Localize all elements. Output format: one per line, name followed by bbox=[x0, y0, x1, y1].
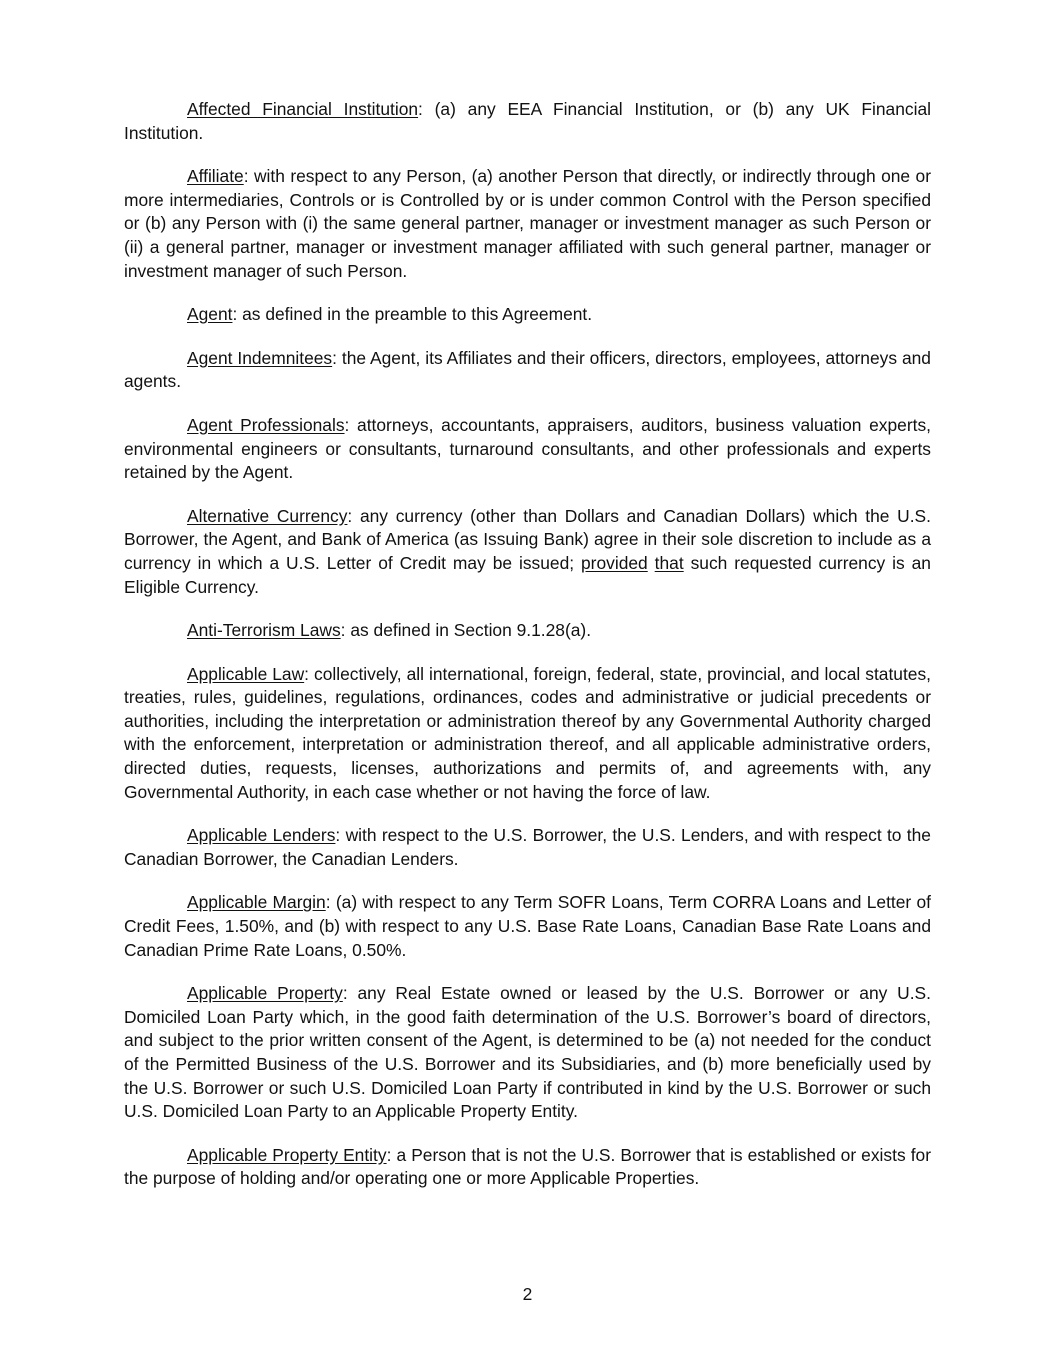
definition-anti-terrorism-laws bbox=[124, 619, 931, 643]
page-number: 2 bbox=[522, 1284, 533, 1304]
definition-alternative-currency bbox=[124, 505, 931, 599]
definition-applicable-property bbox=[124, 982, 931, 1124]
defined-term: Affected Financial Institution bbox=[187, 99, 419, 119]
definition-text: : with respect to any Person, (a) another Person that directly, or indirectly through one or more intermediaries, Controls or is Controlled by or is under common Control with the Person specified or (b) any Person with (i) the same general partner, manager or investment manager as such Person or (ii) a general partner, manager or investment manager affiliated with such general partner, manager or investment manager of such Person. bbox=[124, 166, 931, 281]
underlined-word-provided: provided bbox=[581, 552, 648, 573]
definition-text: : (a) any EEA Financial Institution, or (b) any UK Financial Institution. bbox=[124, 99, 931, 143]
defined-term: Alternative Currency bbox=[187, 505, 348, 526]
defined-term: Applicable Property bbox=[187, 983, 343, 1004]
defined-term: Applicable Property Entity bbox=[187, 1144, 387, 1165]
definition-text: : as defined in Section 9.1.28(a). bbox=[340, 620, 592, 641]
definition-agent bbox=[124, 303, 931, 327]
defined-term: Affiliate bbox=[187, 166, 244, 187]
definition-applicable-property-entity bbox=[124, 1144, 931, 1191]
definition-text: : the Agent, its Affiliates and their officers, directors, employees, attorneys and agents. bbox=[124, 347, 931, 392]
defined-term: Applicable Law bbox=[187, 663, 305, 684]
definition-text: : any Real Estate owned or leased by the U.S. Borrower or any U.S. Domiciled Loan Party which, in the good faith determination of the U.S. Borrower’s board of directors, and subject to the prior written consent of the Agent, is determined to be (a) not needed for the conduct of the Permitted Business of the U.S. Borrower and its Subsidiaries, and (b) more beneficially used by the U.S. Borrower or such U.S. Domiciled Loan Party if contributed in kind by the U.S. Borrower or such U.S. Domiciled Loan Party to an Applicable Property Entity. bbox=[124, 983, 931, 1122]
defined-term: Agent Indemnitees bbox=[187, 347, 333, 368]
definition-text: : with respect to the U.S. Borrower, the U.S. Lenders, and with respect to the Canadian Borrower, the Canadian Lenders. bbox=[124, 825, 931, 869]
definition-text: : (a) with respect to any Term SOFR Loans, Term CORRA Loans and Letter of Credit Fees, 1.50%, and (b) with respect to any U.S. Base Rate Loans, Canadian Base Rate Loans and Canadian Prime Rate Loans, 0.50%. bbox=[124, 892, 932, 960]
document-body bbox=[124, 98, 931, 1211]
defined-term: Agent Professionals bbox=[187, 414, 345, 435]
defined-term: Applicable Lenders bbox=[187, 825, 336, 846]
definition-applicable-law bbox=[124, 663, 931, 805]
defined-term: Applicable Margin bbox=[187, 892, 326, 913]
definition-affected-financial-institution bbox=[124, 98, 931, 145]
definition-agent-professionals bbox=[124, 414, 931, 485]
definition-applicable-lenders bbox=[124, 824, 931, 871]
definition-text: such requested currency is an Eligible Currency. bbox=[124, 552, 931, 597]
definition-text: : attorneys, accountants, appraisers, auditors, business valuation experts, environmental engineers or consultants, turnaround consultants, and other professionals and experts retained by the Agent. bbox=[124, 414, 931, 483]
definition-applicable-margin bbox=[124, 891, 931, 962]
underlined-word-that: that bbox=[654, 552, 684, 573]
defined-term: Agent bbox=[187, 304, 233, 325]
definition-text: : a Person that is not the U.S. Borrower that is established or exists for the purpose of holding and/or operating one or more Applicable Properties. bbox=[124, 1144, 931, 1189]
defined-term: Anti-Terrorism Laws bbox=[187, 620, 341, 641]
definition-text-space bbox=[648, 553, 655, 573]
definition-text: : any currency (other than Dollars and Canadian Dollars) which the U.S. Borrower, the Agent, and Bank of America (as Issuing Bank) agree in their sole discretion to include as a currency in which a U.S. Letter of Credit may be issued; bbox=[124, 505, 931, 573]
definition-text: : as defined in the preamble to this Agreement. bbox=[232, 304, 593, 325]
definition-text: : collectively, all international, foreign, federal, state, provincial, and local statutes, treaties, rules, guidelines, regulations, ordinances, codes and administrative or judicial precedents or authorities, including the interpretation or administration thereof by any Governmental Authority charged with the enforcement, interpretation or administration thereof, and all applicable administrative orders, directed duties, requests, licenses, authorizations and permits of, and agreements with, any Governmental Authority, in each case whether or not having the force of law. bbox=[124, 663, 931, 802]
definition-affiliate bbox=[124, 165, 931, 283]
definition-agent-indemnitees bbox=[124, 347, 931, 394]
